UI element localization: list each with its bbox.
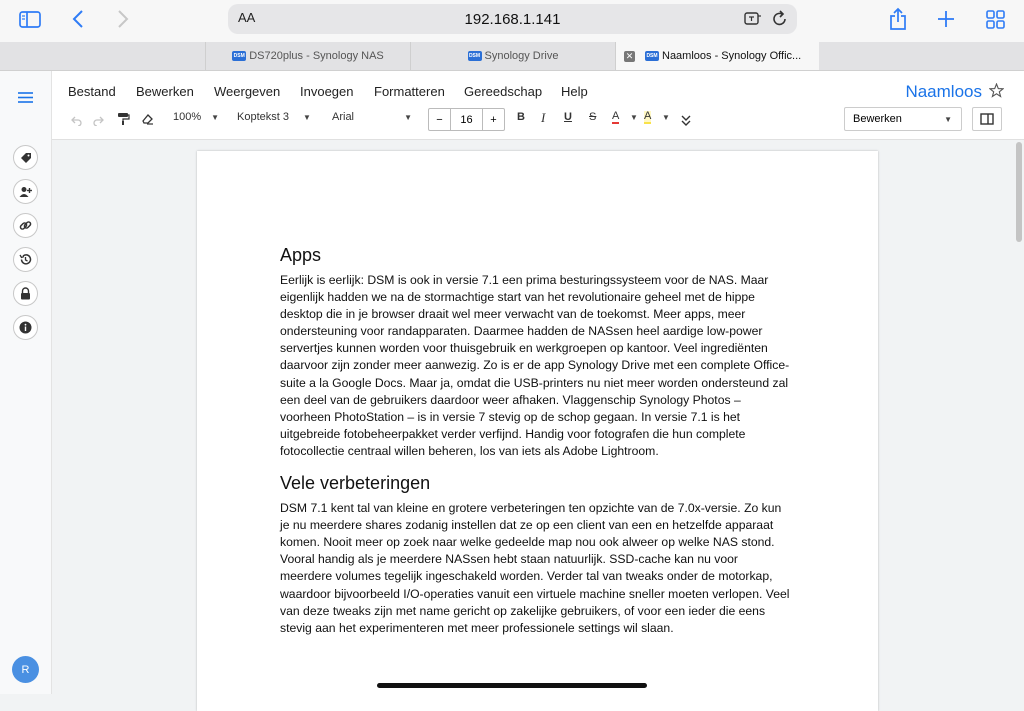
font-size-decrease-button[interactable]: − bbox=[429, 109, 451, 130]
tab-naamloos[interactable] bbox=[615, 42, 819, 70]
info-icon[interactable] bbox=[13, 315, 38, 340]
tab-label: Synology Drive bbox=[484, 50, 559, 62]
dsm-icon: DSM bbox=[233, 53, 245, 59]
scrollbar[interactable] bbox=[1016, 142, 1022, 242]
zoom-select[interactable]: 100% ▼ bbox=[173, 111, 220, 123]
menu-bewerken[interactable]: Bewerken bbox=[136, 84, 194, 99]
tab-overview-icon[interactable] bbox=[985, 9, 1005, 29]
underline-button[interactable]: U bbox=[564, 111, 572, 123]
hamburger-menu-icon[interactable] bbox=[18, 90, 33, 108]
browser-toolbar bbox=[0, 0, 1024, 42]
font-size-stepper bbox=[428, 108, 505, 131]
translate-icon[interactable] bbox=[744, 11, 762, 32]
chevron-down-icon: ▼ bbox=[944, 115, 952, 124]
forward-icon[interactable] bbox=[115, 8, 131, 30]
address-bar[interactable] bbox=[228, 4, 797, 34]
document-title[interactable]: Naamloos bbox=[905, 82, 982, 101]
paragraph-apps[interactable]: Eerlijk is eerlijk: DSM is ook in versie 7.1 een prima besturingssysteem voor de NAS. Maar eigenlijk hadden we na de stormachtige start van het revolutionaire geheel met de hippe desktop die in je browser draait wel meer verwacht van de toekomst. Meer apps, meer ondersteuning voor randapparaten. Daarmee hadden de NASsen heel aardige low-power servertjes kunnen worden voor thuisgebruik en werkgroepen op kantoor. Veel ingrediënten daarvoor zijn zonder meer aanwezig. Zo is er de app Synology Drive met een complete Office-suite a la Google Docs. Maar ja, omdat die USB-printers nu niet meer worden ondersteund zal een deel van de gebruikers daardoor weer afhaken. Vlaggenschip Synology Photos – voorheen PhotoStation – is in versie 7 stevig op de schop gegaan. In versie 7.1 is het uitgebreide fotobeheerpakket verder verfijnd. Handig voor fotografen die hun complete fotocollectie centraal willen beheren, los van iets als Adobe Lightroom. bbox=[280, 273, 790, 458]
heading-apps[interactable]: Apps bbox=[280, 245, 322, 265]
sidebar-icon[interactable] bbox=[18, 9, 42, 29]
close-tab-icon[interactable]: ✕ bbox=[625, 50, 634, 61]
italic-button[interactable]: I bbox=[541, 110, 546, 125]
new-tab-icon[interactable] bbox=[936, 9, 956, 29]
text-color-caret-icon[interactable]: ▼ bbox=[630, 113, 638, 122]
add-user-icon[interactable] bbox=[13, 179, 38, 204]
font-value: Arial bbox=[332, 111, 355, 123]
style-value: Koptekst 3 bbox=[237, 111, 289, 123]
heading-vele-verbeteringen[interactable]: Vele verbeteringen bbox=[280, 473, 431, 494]
undo-icon[interactable] bbox=[70, 113, 82, 131]
mode-select[interactable] bbox=[844, 107, 962, 131]
dsm-icon: DSM bbox=[468, 53, 481, 59]
side-panel-toggle[interactable] bbox=[972, 107, 1002, 131]
bold-button[interactable]: B bbox=[517, 111, 525, 123]
format-toolbar bbox=[52, 107, 1024, 133]
star-icon[interactable] bbox=[989, 83, 1004, 103]
redo-icon[interactable] bbox=[93, 113, 105, 131]
tab-label: DS720plus - Synology NAS bbox=[249, 50, 384, 62]
highlight-button[interactable]: A bbox=[644, 110, 652, 122]
editor-header bbox=[52, 71, 1024, 140]
link-icon[interactable] bbox=[13, 213, 38, 238]
left-rail bbox=[0, 71, 52, 694]
paragraph-verbeteringen[interactable]: DSM 7.1 kent tal van kleine en grotere verbeteringen ten opzichte van de 7.0x-versie. Zo kun je nu meerdere shares zodanig instellen dat ze op een client van een en hetzelfde apparaat komen. Nooit meer op zoek naar welke gedeelde map nou ook alweer op welke NAS stond. Vooral handig als je meerdere NASsen hebt staan natuurlijk. SSD-cache kan nu voor meerdere volumes tegelijk ingeschakeld worden. Verder tal van tweaks onder de motorkap, waardoor bijvoorbeeld I/O-operaties vanuit een virtuele machine sneller moeten verlopen. Veel van deze tweaks zijn met name gericht op zakelijke gebruikers, of voor een ieder die eens stevig aan het experimenteren met meer professionele settings wil slaan. bbox=[280, 501, 790, 635]
tab-ds720plus[interactable] bbox=[205, 42, 410, 70]
reload-icon[interactable] bbox=[772, 10, 788, 33]
document-canvas[interactable] bbox=[52, 140, 1024, 694]
font-select[interactable]: Arial ▼ bbox=[332, 111, 412, 123]
menu-bestand[interactable]: Bestand bbox=[68, 84, 116, 99]
dsm-icon: DSM bbox=[646, 53, 658, 59]
document-page[interactable] bbox=[197, 151, 878, 711]
tab-synology-drive[interactable] bbox=[410, 42, 615, 70]
font-size-increase-button[interactable]: + bbox=[482, 109, 504, 130]
paint-format-icon[interactable] bbox=[117, 112, 130, 130]
history-icon[interactable] bbox=[13, 247, 38, 272]
menu-invoegen[interactable]: Invoegen bbox=[300, 84, 354, 99]
highlight-caret-icon[interactable]: ▼ bbox=[662, 113, 670, 122]
menu-formatteren[interactable]: Formatteren bbox=[374, 84, 445, 99]
home-indicator[interactable] bbox=[377, 683, 647, 688]
style-select[interactable]: Koptekst 3 ▼ bbox=[237, 111, 311, 123]
lock-icon[interactable] bbox=[13, 281, 38, 306]
back-icon[interactable] bbox=[70, 8, 86, 30]
menu-help[interactable]: Help bbox=[561, 84, 588, 99]
tab-label: Naamloos - Synology Offic... bbox=[662, 50, 802, 62]
avatar[interactable]: R bbox=[12, 656, 39, 683]
more-options-icon[interactable] bbox=[681, 113, 691, 131]
text-size-button[interactable]: AA bbox=[238, 10, 256, 25]
share-icon[interactable] bbox=[888, 6, 908, 32]
font-size-input[interactable]: 16 bbox=[460, 113, 473, 126]
url-text[interactable]: 192.168.1.141 bbox=[464, 11, 561, 28]
text-color-button[interactable]: A bbox=[612, 110, 620, 122]
strikethrough-button[interactable]: S bbox=[589, 111, 597, 123]
zoom-value: 100% bbox=[173, 111, 202, 123]
menu-gereedschap[interactable]: Gereedschap bbox=[464, 84, 543, 99]
document-body[interactable] bbox=[280, 245, 792, 637]
clear-format-icon[interactable] bbox=[141, 112, 154, 130]
tag-icon[interactable] bbox=[13, 145, 38, 170]
tab-strip bbox=[0, 42, 1024, 71]
menu-weergeven[interactable]: Weergeven bbox=[214, 84, 281, 99]
mode-value: Bewerken bbox=[853, 113, 902, 125]
